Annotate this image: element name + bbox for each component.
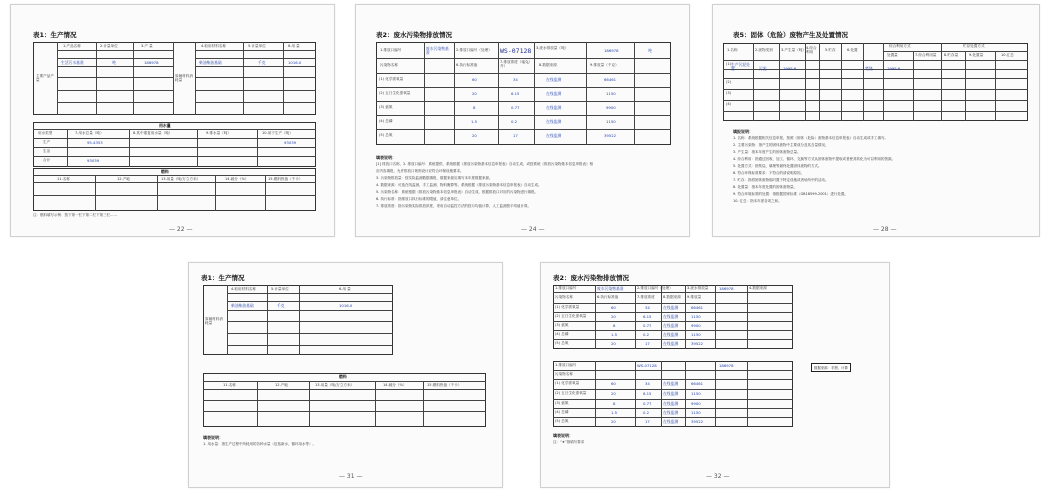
note-line: 3. 产生量：指本年度产生的固体废物总量。: [733, 150, 801, 154]
handwritten-material-unit: 千克: [258, 60, 266, 65]
note-line: 4. 数据来源：可选在线监测、手工监测、物料衡算等。系统根据《排放污染物基本信息申报表》自动生成。: [376, 183, 542, 187]
header-material-qty: 6.用 量: [339, 287, 351, 291]
row-pollutant: (2) 五日生化需氧量: [555, 391, 587, 395]
note-line: 5. 污染物名称：系统根据《排放污染物基本信息申报表》自动生成，根据排放口对应的污染物进行填报。: [376, 190, 538, 194]
header-utilize: 4.综合利用: [806, 46, 817, 54]
document-page-1: [10, 4, 335, 237]
sub-header-standard: 6.执行标准值: [597, 295, 619, 299]
row-label-main-products: 主要产品产量: [36, 74, 54, 82]
water-row-domestic: 生活: [43, 149, 51, 153]
fuel-header-usage: 13.用量（吨/万立方米）: [315, 383, 355, 387]
row-index: (4): [726, 102, 732, 106]
row-concentration: 0.2: [643, 410, 650, 415]
fuel-header-heat: 15.燃料热值（千卡）: [427, 383, 462, 387]
sub-header-pollutant: 污染物名称: [555, 295, 573, 299]
row-emission: 1150: [691, 391, 701, 396]
row-index: (1): [726, 62, 732, 66]
row-emission: 39522: [604, 133, 617, 138]
note-line: 6. 符合环保标准要求：不符合的请说明原因。: [733, 171, 804, 175]
header-discharge: 3.废水排放量: [687, 286, 709, 290]
note-line: 6. 执行标准：指排放口执行标准的限值，请注意单位。: [376, 197, 461, 201]
header-output: 3.产生量（吨）: [781, 48, 806, 52]
water-header-discharge: 9.排水量（吨）: [206, 131, 231, 135]
row-concentration: 34: [513, 77, 518, 82]
notes-heading: 填报说明：: [733, 129, 753, 134]
row-pollutant: (4) 总磷: [379, 119, 393, 123]
row-emission: 39522: [691, 341, 704, 346]
row-source: 在线监测: [546, 119, 562, 124]
note-line: 7. 排放浓度：指污染物实际排放浓度，采用自动监控方法的按月均值计算，人工监测按平均值计算。: [376, 204, 531, 208]
row-concentration: 0.77: [511, 105, 520, 110]
handwritten-outlet-code: WS-07128: [500, 47, 532, 55]
document-page-4: [188, 262, 503, 488]
row-concentration: 6.15: [511, 91, 520, 96]
row-standard: 8: [613, 323, 616, 328]
water-title: 用水量: [159, 123, 171, 128]
page-title: 表1：生产情况: [33, 31, 77, 39]
note-line: 9. 符合环境标准的处置：指根据国家标准（GB18599-2001）进行处置。: [733, 192, 848, 196]
row-concentration: 0.2: [511, 119, 518, 124]
row-concentration: 17: [645, 341, 650, 346]
water-header-reuse: 8.其中重复用水量（吨）: [133, 131, 173, 135]
sub-header-source: 8.数据来源: [539, 63, 557, 67]
row-source: 在线监测: [546, 105, 562, 110]
note-line: 4. 综合利用：指通过回收、加工、循环、交换等方式从固体废物中提取或者使其转化为可以利用的资源。: [733, 157, 895, 161]
row-standard: 60: [611, 305, 616, 310]
header-disposal: 6.处置: [847, 48, 858, 52]
handwritten-outlet: 废水污染物基准: [426, 46, 449, 55]
note-line: 1. 用水量：指生产过程中所耗用的各种水量（包括新水、循环用水等）。: [203, 442, 316, 446]
fuel-header-origin: 12.产地: [117, 177, 130, 181]
sub-header-total: 10.汇总: [1001, 53, 1014, 57]
row-standard: 20: [611, 391, 616, 396]
row-standard: 1.5: [611, 332, 618, 337]
page-number: — 22 —: [169, 226, 193, 233]
sub-header-concentration: 7.排放浓度: [637, 295, 655, 299]
handwritten-unit: 吨: [648, 48, 652, 53]
note-line: 应内容填报，允许排放口规则设计应符合环保设施要求。: [376, 169, 464, 173]
page-title: 表5：固体（危险）废物产生及处置情况: [733, 31, 849, 39]
sub-header-storage-qty: 8.贮存量: [944, 53, 959, 57]
note-line: 2. 主要污染物：指产生的固体废物中主要成分及其含量情况。: [733, 143, 829, 147]
note-line: 1. 名称：系统根据相关信息申报，按照《固体（危险）废物基本信息申报表》自动生成或手工填写。: [733, 136, 888, 140]
header-unit: 2.计量单位: [100, 44, 118, 48]
page-title: 表2：废水污染物排放情况: [553, 274, 630, 282]
handwritten-material-qty: 1016.0: [339, 303, 353, 308]
row-pollutant: (3) 氨氮: [555, 323, 569, 327]
water-row-total: 合计: [43, 158, 51, 162]
row-pollutant: (1) 化学需氧量: [555, 381, 580, 385]
row-standard: 1.5: [611, 410, 618, 415]
fuel-header-sulfur: 14.硫分（%）: [383, 383, 407, 387]
row-source: 在线监测: [546, 91, 562, 96]
page-title: 表1：生产情况: [201, 274, 245, 282]
water-row-production: 生产: [43, 140, 51, 144]
handwritten-waste-disposal: 1995.6: [887, 66, 901, 71]
fuel-header-usage: 13.用量（吨/万立方米）: [161, 177, 201, 181]
row-concentration: 6.15: [643, 314, 652, 319]
row-source: 在线监测: [663, 401, 679, 406]
note-line: 8. 处置量：指本年度处置的固体废物量。: [733, 185, 797, 189]
row-standard: 8: [613, 401, 616, 406]
row-source: 在线监测: [663, 381, 679, 386]
row-emission: 66461: [691, 305, 704, 310]
handwritten-outlet: 废水污染物基准: [597, 286, 624, 291]
fuel-title: 燃料: [339, 374, 347, 379]
row-standard: 20: [611, 419, 616, 424]
fuel-header-sulfur: 14.硫分（%）: [225, 177, 249, 181]
sub-header-pollutant: 污染物名称: [555, 372, 573, 376]
row-standard: 20: [472, 91, 477, 96]
row-pollutant: (2) 五日生化需氧量: [555, 314, 587, 318]
sub-header-emission: 9.排放量: [687, 295, 702, 299]
row-source: 在线监测: [663, 314, 679, 319]
header-name: 1.名称: [727, 48, 738, 52]
row-pollutant: (1) 化学需氧量: [379, 77, 404, 81]
handwritten-water-3: 93039: [87, 158, 100, 163]
water-header-production: 10.用于生产（吨）: [262, 131, 293, 135]
row-source: 在线监测: [663, 391, 679, 396]
handwritten-output: 186978: [144, 60, 159, 65]
row-pollutant: (4) 总磷: [555, 332, 569, 336]
row-source: 在线监测: [663, 323, 679, 328]
row-index: (2): [726, 80, 732, 84]
sub-header-dispose-qty: 9.处置量: [969, 53, 984, 57]
handwritten-material: 柴油柴油基础: [199, 60, 222, 65]
handwritten-waste-method: 焚烧: [865, 66, 873, 71]
sub-header-standard: 6.执行标准值: [456, 63, 478, 67]
row-pollutant: (1) 化学需氧量: [555, 305, 580, 309]
fuel-title: 燃料: [161, 169, 169, 174]
water-header-type: 用水类型: [38, 131, 53, 135]
sub-header-pollutant: 污染物名称: [380, 63, 398, 67]
header-material-name: 4.取用材料名称: [201, 44, 226, 48]
note-line: 10. 汇总：指本年度各项之和。: [733, 199, 782, 203]
row-concentration: 17: [513, 133, 518, 138]
header-category: 2.废物类别: [755, 48, 773, 52]
notes-heading: 填表说明：: [376, 155, 396, 160]
sub-header-utilize-qty: 7.综合利用量: [915, 53, 937, 57]
handwritten-waste-output: 1995.6: [783, 66, 797, 71]
row-pollutant: (2) 五日生化需氧量: [379, 91, 411, 95]
sub-header-source: 8.数据来源: [663, 295, 681, 299]
row-concentration: 17: [645, 419, 650, 424]
row-standard: 20: [611, 314, 616, 319]
row-pollutant: (3) 氨氮: [379, 105, 393, 109]
col-label-materials: 原辅材料消耗量: [175, 74, 193, 82]
header-outlet-no-2: 2.排放口编号（处理）: [637, 286, 673, 290]
header-outlet-no: 1.排放口编号: [555, 363, 577, 367]
row-standard: 60: [611, 381, 616, 386]
note-line: 3. 污染物排放量：按实际监测数据填报，数据来源应填写本年度数据来源。: [376, 176, 493, 180]
row-emission: 9900: [691, 401, 701, 406]
document-page-5: [540, 262, 890, 488]
row-source: 在线监测: [663, 305, 679, 310]
header-source: 4.数据来源: [749, 286, 767, 290]
handwritten-discharge-qty: 186978: [719, 363, 734, 368]
sub-header-concentration: 7.排放浓度（毫克/升）: [500, 60, 530, 68]
note-line: 注：“★”指填写要求: [553, 440, 585, 444]
col-label-materials: 原辅材料消耗量: [205, 317, 223, 325]
handwritten-material: 柴油柴油基础: [231, 303, 254, 308]
handwritten-water-1: 95.4353: [87, 140, 103, 145]
handwritten-outlet-code: WS-07128: [637, 363, 657, 368]
note-line: [1] 排放口名称、2. 排放口编号：系统提供，系统根据《排放污染物基本信息申报表》自动生成，或按系统《排放污染物基本信息申报表》相: [376, 162, 594, 166]
header-storage: 5.贮存: [825, 48, 836, 52]
row-concentration: 0.77: [643, 323, 652, 328]
handwritten-unit: 吨: [112, 60, 116, 65]
header-outlet-no: 1.排放口编号: [555, 286, 577, 290]
row-emission: 66461: [691, 381, 704, 386]
header-material-qty: 6.用 量: [288, 44, 300, 48]
handwritten-waste-category: 污泥: [759, 66, 767, 71]
fuel-header-name: 11.名称: [223, 383, 236, 387]
row-concentration: 0.77: [643, 401, 652, 406]
header-material-unit: 5.计量单位: [248, 44, 266, 48]
row-pollutant: (4) 总磷: [555, 410, 569, 414]
side-label-box: 数据来源：手册、计算: [811, 363, 851, 372]
row-source: 在线监测: [663, 332, 679, 337]
fuel-header-name: 11.名称: [57, 177, 70, 181]
notes-heading: 填表说明：: [553, 433, 573, 438]
row-emission: 9900: [691, 323, 701, 328]
header-material-name: 4.取用材料名称: [231, 287, 256, 291]
row-concentration: 0.2: [643, 332, 650, 337]
row-pollutant: (5) 总氮: [555, 341, 569, 345]
handwritten-material-qty: 1016.0: [288, 60, 302, 65]
header-product-name: 1.产品名称: [63, 44, 81, 48]
handwritten-material-unit: 千克: [277, 303, 285, 308]
row-pollutant: (5) 总氮: [555, 419, 569, 423]
page-number: — 32 —: [706, 473, 730, 480]
handwritten-discharge-qty: 186978: [604, 48, 619, 53]
row-source: 在线监测: [546, 77, 562, 82]
row-standard: 60: [472, 77, 477, 82]
fuel-header-origin: 12.产地: [275, 383, 288, 387]
row-emission: 1150: [691, 410, 701, 415]
page-number: — 28 —: [873, 226, 897, 233]
note-line: 5. 处置方式：指焚烧、填埋等最终处置固体废物的方式。: [733, 164, 822, 168]
row-emission: 9900: [606, 105, 616, 110]
row-standard: 1.5: [471, 119, 478, 124]
page-title: 表2：废水污染物排放情况: [376, 31, 453, 39]
header-material-unit: 5.计量单位: [271, 287, 289, 291]
header-outlet-no: 1.排放口编号: [380, 48, 402, 52]
row-standard: 8: [473, 105, 476, 110]
sub-header-emission: 9.排放量（千克）: [590, 63, 619, 67]
row-emission: 1150: [606, 91, 616, 96]
row-emission: 1150: [691, 314, 701, 319]
row-standard: 20: [611, 341, 616, 346]
row-source: 在线监测: [663, 341, 679, 346]
row-emission: 1150: [606, 119, 616, 124]
row-pollutant: (3) 氨氮: [555, 401, 569, 405]
fuel-header-heat: 15.燃料热值（千卡）: [268, 177, 303, 181]
handwritten-waste-name: 生产污泥处置: [731, 62, 750, 71]
row-pollutant: (5) 总氮: [379, 133, 393, 137]
page-note: 注：燃料填写示例：按下第一栏下第二栏下第三栏……: [33, 213, 117, 217]
page-number: — 24 —: [521, 226, 545, 233]
handwritten-discharge-qty: 186978: [719, 286, 734, 291]
row-source: 在线监测: [663, 410, 679, 415]
page-number: — 31 —: [339, 473, 363, 480]
row-source: 在线监测: [663, 419, 679, 424]
handwritten-water-2: 93039: [284, 140, 297, 145]
document-page-3: [712, 4, 1040, 237]
header-discharge: 3.废水排放量（吨）: [536, 46, 569, 50]
notes-heading: 填表说明：: [203, 435, 223, 440]
header-utilize-method: 综合利用方式: [889, 44, 911, 48]
water-header-total: 7.用水总量（吨）: [75, 131, 104, 135]
row-emission: 39522: [691, 419, 704, 424]
row-concentration: 34: [645, 381, 650, 386]
note-line: 7. 贮存：指将固体废物临时置于特定设施或者场所中的活动。: [733, 178, 829, 182]
row-emission: 1150: [691, 332, 701, 337]
header-disposal-method: 贮存处置方式: [963, 44, 985, 48]
header-outlet-no-2: 2.排放口编号（处理）: [456, 48, 492, 52]
sub-header-disposal-qty: 处置量: [887, 53, 898, 57]
row-emission: 66461: [604, 77, 617, 82]
handwritten-product: 生活污水基准: [61, 60, 84, 65]
row-concentration: 34: [645, 305, 650, 310]
row-source: 在线监测: [546, 133, 562, 138]
document-page-2: [355, 4, 690, 237]
header-output: 3.产 量: [141, 44, 153, 48]
row-standard: 20: [472, 133, 477, 138]
row-index: (3): [726, 91, 732, 95]
row-concentration: 6.15: [643, 391, 652, 396]
